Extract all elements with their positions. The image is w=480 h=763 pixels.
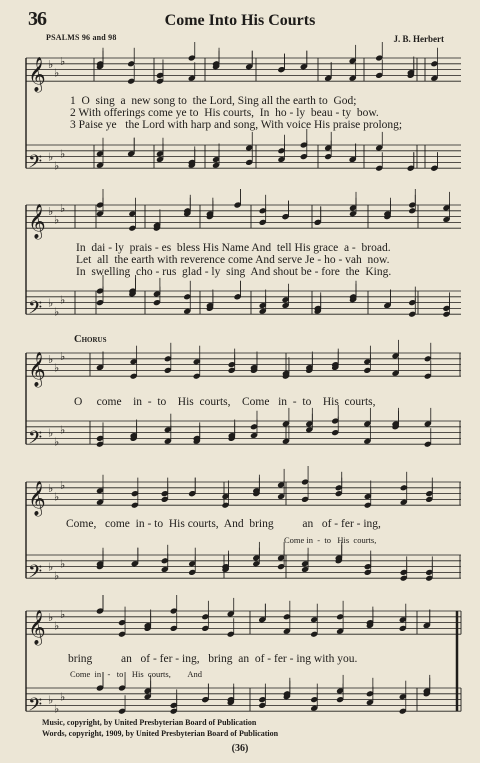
flat-icon: ♭ bbox=[60, 147, 66, 161]
chorus-line-3: bring an of - fer - ing, bring an of - fer - ing with you. bbox=[68, 653, 358, 665]
flat-icon: ♭ bbox=[60, 607, 66, 621]
scripture-reference: PSALMS 96 and 98 bbox=[46, 33, 117, 42]
flat-icon: ♭ bbox=[48, 352, 54, 366]
bass-clef-icon: 𝄢 bbox=[28, 562, 43, 588]
verse-2-line-1: 2 With offerings come ye to His courts, In ho - ly beau - ty bow. bbox=[70, 107, 379, 119]
flat-icon: ♭ bbox=[54, 435, 60, 449]
flat-icon: ♭ bbox=[54, 490, 60, 504]
flat-icon: ♭ bbox=[54, 702, 60, 716]
flat-icon: ♭ bbox=[48, 296, 54, 310]
flat-icon: ♭ bbox=[60, 423, 66, 437]
verse-2-line-2: Let all the earth with reverence come And serve Je - ho - vah now. bbox=[76, 254, 390, 266]
flat-icon: ♭ bbox=[48, 693, 54, 707]
hymn-number: 36 bbox=[28, 8, 46, 30]
flat-icon: ♭ bbox=[60, 557, 66, 571]
flat-icon: ♭ bbox=[54, 619, 60, 633]
music-copyright: Music, copyright, by United Presbyterian Board of Publication bbox=[42, 718, 257, 727]
verse-3-line-1: 3 Paise ye the Lord with harp and song, With voice His praise prolong; bbox=[70, 119, 403, 131]
flat-icon: ♭ bbox=[48, 204, 54, 218]
flat-icon: ♭ bbox=[60, 201, 66, 215]
flat-icon: ♭ bbox=[54, 213, 60, 227]
flat-icon: ♭ bbox=[54, 305, 60, 319]
chorus-line-2-bass: Come in - to His courts, bbox=[284, 535, 377, 545]
flat-icon: ♭ bbox=[54, 66, 60, 80]
flat-icon: ♭ bbox=[60, 349, 66, 363]
flat-icon: ♭ bbox=[48, 481, 54, 495]
treble-clef-icon: 𝄞 bbox=[28, 481, 46, 517]
flat-icon: ♭ bbox=[48, 560, 54, 574]
words-copyright: Words, copyright, 1909, by United Presbyterian Board of Publication bbox=[42, 729, 279, 738]
verse-3-line-2: In swelling cho - rus glad - ly sing And shout be - fore the King. bbox=[76, 266, 392, 278]
flat-icon: ♭ bbox=[54, 159, 60, 173]
chorus-line-2: Come, come in - to His courts, And bring an of - fer - ing, bbox=[66, 518, 381, 530]
chorus-label: Chorus bbox=[74, 334, 107, 345]
page-number: (36) bbox=[231, 743, 249, 754]
treble-clef-icon: 𝄞 bbox=[28, 57, 46, 93]
bass-clef-icon: 𝄢 bbox=[28, 152, 43, 178]
flat-icon: ♭ bbox=[54, 569, 60, 583]
flat-icon: ♭ bbox=[48, 426, 54, 440]
bass-clef-icon: 𝄢 bbox=[28, 428, 43, 454]
treble-clef-icon: 𝄞 bbox=[28, 352, 46, 388]
hymn-title: Come Into His Courts bbox=[164, 12, 316, 29]
flat-icon: ♭ bbox=[48, 610, 54, 624]
bass-clef-icon: 𝄢 bbox=[28, 695, 43, 721]
flat-icon: ♭ bbox=[60, 478, 66, 492]
composer-credit: J. B. Herbert bbox=[393, 34, 444, 44]
flat-icon: ♭ bbox=[60, 54, 66, 68]
verse-1-line-2: In dai - ly prais - es bless His Name And tell His grace a - broad. bbox=[76, 242, 391, 254]
flat-icon: ♭ bbox=[60, 690, 66, 704]
chorus-line-3-bass: Come in - to His courts, And bbox=[70, 669, 202, 679]
chorus-line-1: O come in - to His courts, Come in - to His courts, bbox=[74, 396, 376, 408]
flat-icon: ♭ bbox=[60, 293, 66, 307]
treble-clef-icon: 𝄞 bbox=[28, 610, 46, 646]
flat-icon: ♭ bbox=[48, 150, 54, 164]
verse-1-line-1: 1 O sing a new song to the Lord, Sing all the earth to God; bbox=[70, 95, 357, 107]
flat-icon: ♭ bbox=[48, 57, 54, 71]
treble-clef-icon: 𝄞 bbox=[28, 204, 46, 240]
flat-icon: ♭ bbox=[54, 361, 60, 375]
bass-clef-icon: 𝄢 bbox=[28, 298, 43, 324]
